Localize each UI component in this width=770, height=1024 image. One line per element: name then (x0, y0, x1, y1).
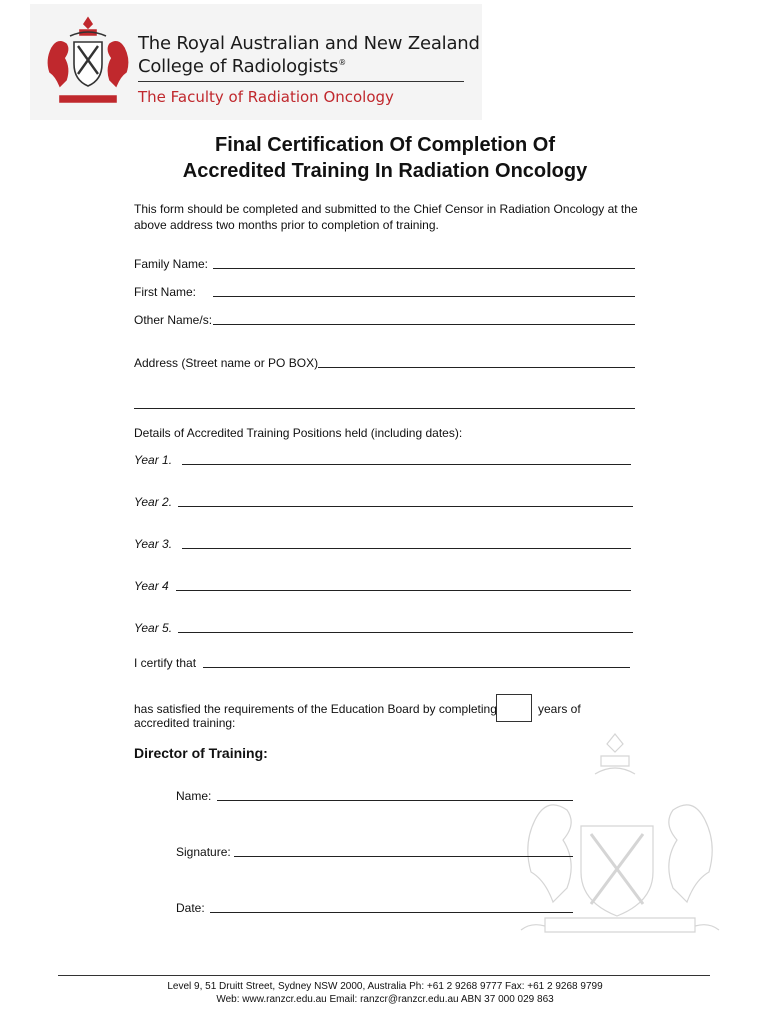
year-3-label: Year 3. (134, 537, 173, 551)
family-name-field[interactable] (213, 268, 635, 269)
org-name-line2: College of Radiologists® (138, 56, 346, 77)
year-2-label: Year 2. (134, 495, 173, 509)
year-1-field[interactable] (182, 464, 631, 465)
director-name-label: Name: (176, 789, 212, 803)
footer-address: Level 9, 51 Druitt Street, Sydney NSW 2000, Australia Ph: +61 2 9268 9777 Fax: +61 2 9268 9799 (167, 981, 603, 992)
form-title (0, 132, 770, 184)
first-name-field[interactable] (213, 296, 635, 297)
address-field-line2[interactable] (134, 408, 635, 409)
certify-name-field[interactable] (203, 667, 630, 668)
coat-of-arms-icon (40, 14, 136, 110)
footer-divider (58, 975, 710, 976)
year-5-field[interactable] (178, 632, 633, 633)
director-heading: Director of Training: (134, 745, 268, 761)
certify-statement-cont: accredited training: (134, 716, 236, 730)
director-date-label: Date: (176, 901, 205, 915)
year-1-label: Year 1. (134, 453, 173, 467)
director-signature-label: Signature: (176, 845, 231, 859)
intro-text: This form should be completed and submitted to the Chief Censor in Radiation Oncology at the above address two months prior to completion of training. (134, 202, 638, 232)
certify-label: I certify that (134, 656, 197, 670)
family-name-label: Family Name: (134, 257, 209, 271)
form-title-line2: Accredited Training In Radiation Oncology (182, 160, 588, 182)
other-names-label: Other Name/s: (134, 313, 213, 327)
year-3-field[interactable] (182, 548, 631, 549)
faculty-name: The Faculty of Radiation Oncology (138, 88, 394, 106)
year-4-label: Year 4 (134, 579, 169, 593)
address-field-line1[interactable] (318, 367, 635, 368)
form-title-line1: Final Certification Of Completion Of (215, 134, 555, 156)
years-count-box[interactable] (496, 694, 532, 722)
certify-statement: has satisfied the requirements of the Education Board by completing (134, 702, 497, 716)
director-signature-field[interactable] (234, 856, 573, 857)
address-label: Address (Street name or PO BOX) (134, 356, 319, 370)
org-name-line1: The Royal Australian and New Zealand (138, 33, 480, 54)
years-of-label: years of (538, 702, 581, 716)
year-5-label: Year 5. (134, 621, 173, 635)
director-name-field[interactable] (217, 800, 573, 801)
other-names-field[interactable] (213, 324, 635, 325)
letterhead-divider (138, 81, 464, 82)
training-heading: Details of Accredited Training Positions held (including dates): (134, 426, 463, 440)
footer-contact: Web: www.ranzcr.edu.au Email: ranzcr@ranzcr.edu.au ABN 37 000 029 863 (216, 994, 554, 1005)
year-4-field[interactable] (176, 590, 631, 591)
year-2-field[interactable] (178, 506, 633, 507)
director-date-field[interactable] (210, 912, 573, 913)
first-name-label: First Name: (134, 285, 197, 299)
